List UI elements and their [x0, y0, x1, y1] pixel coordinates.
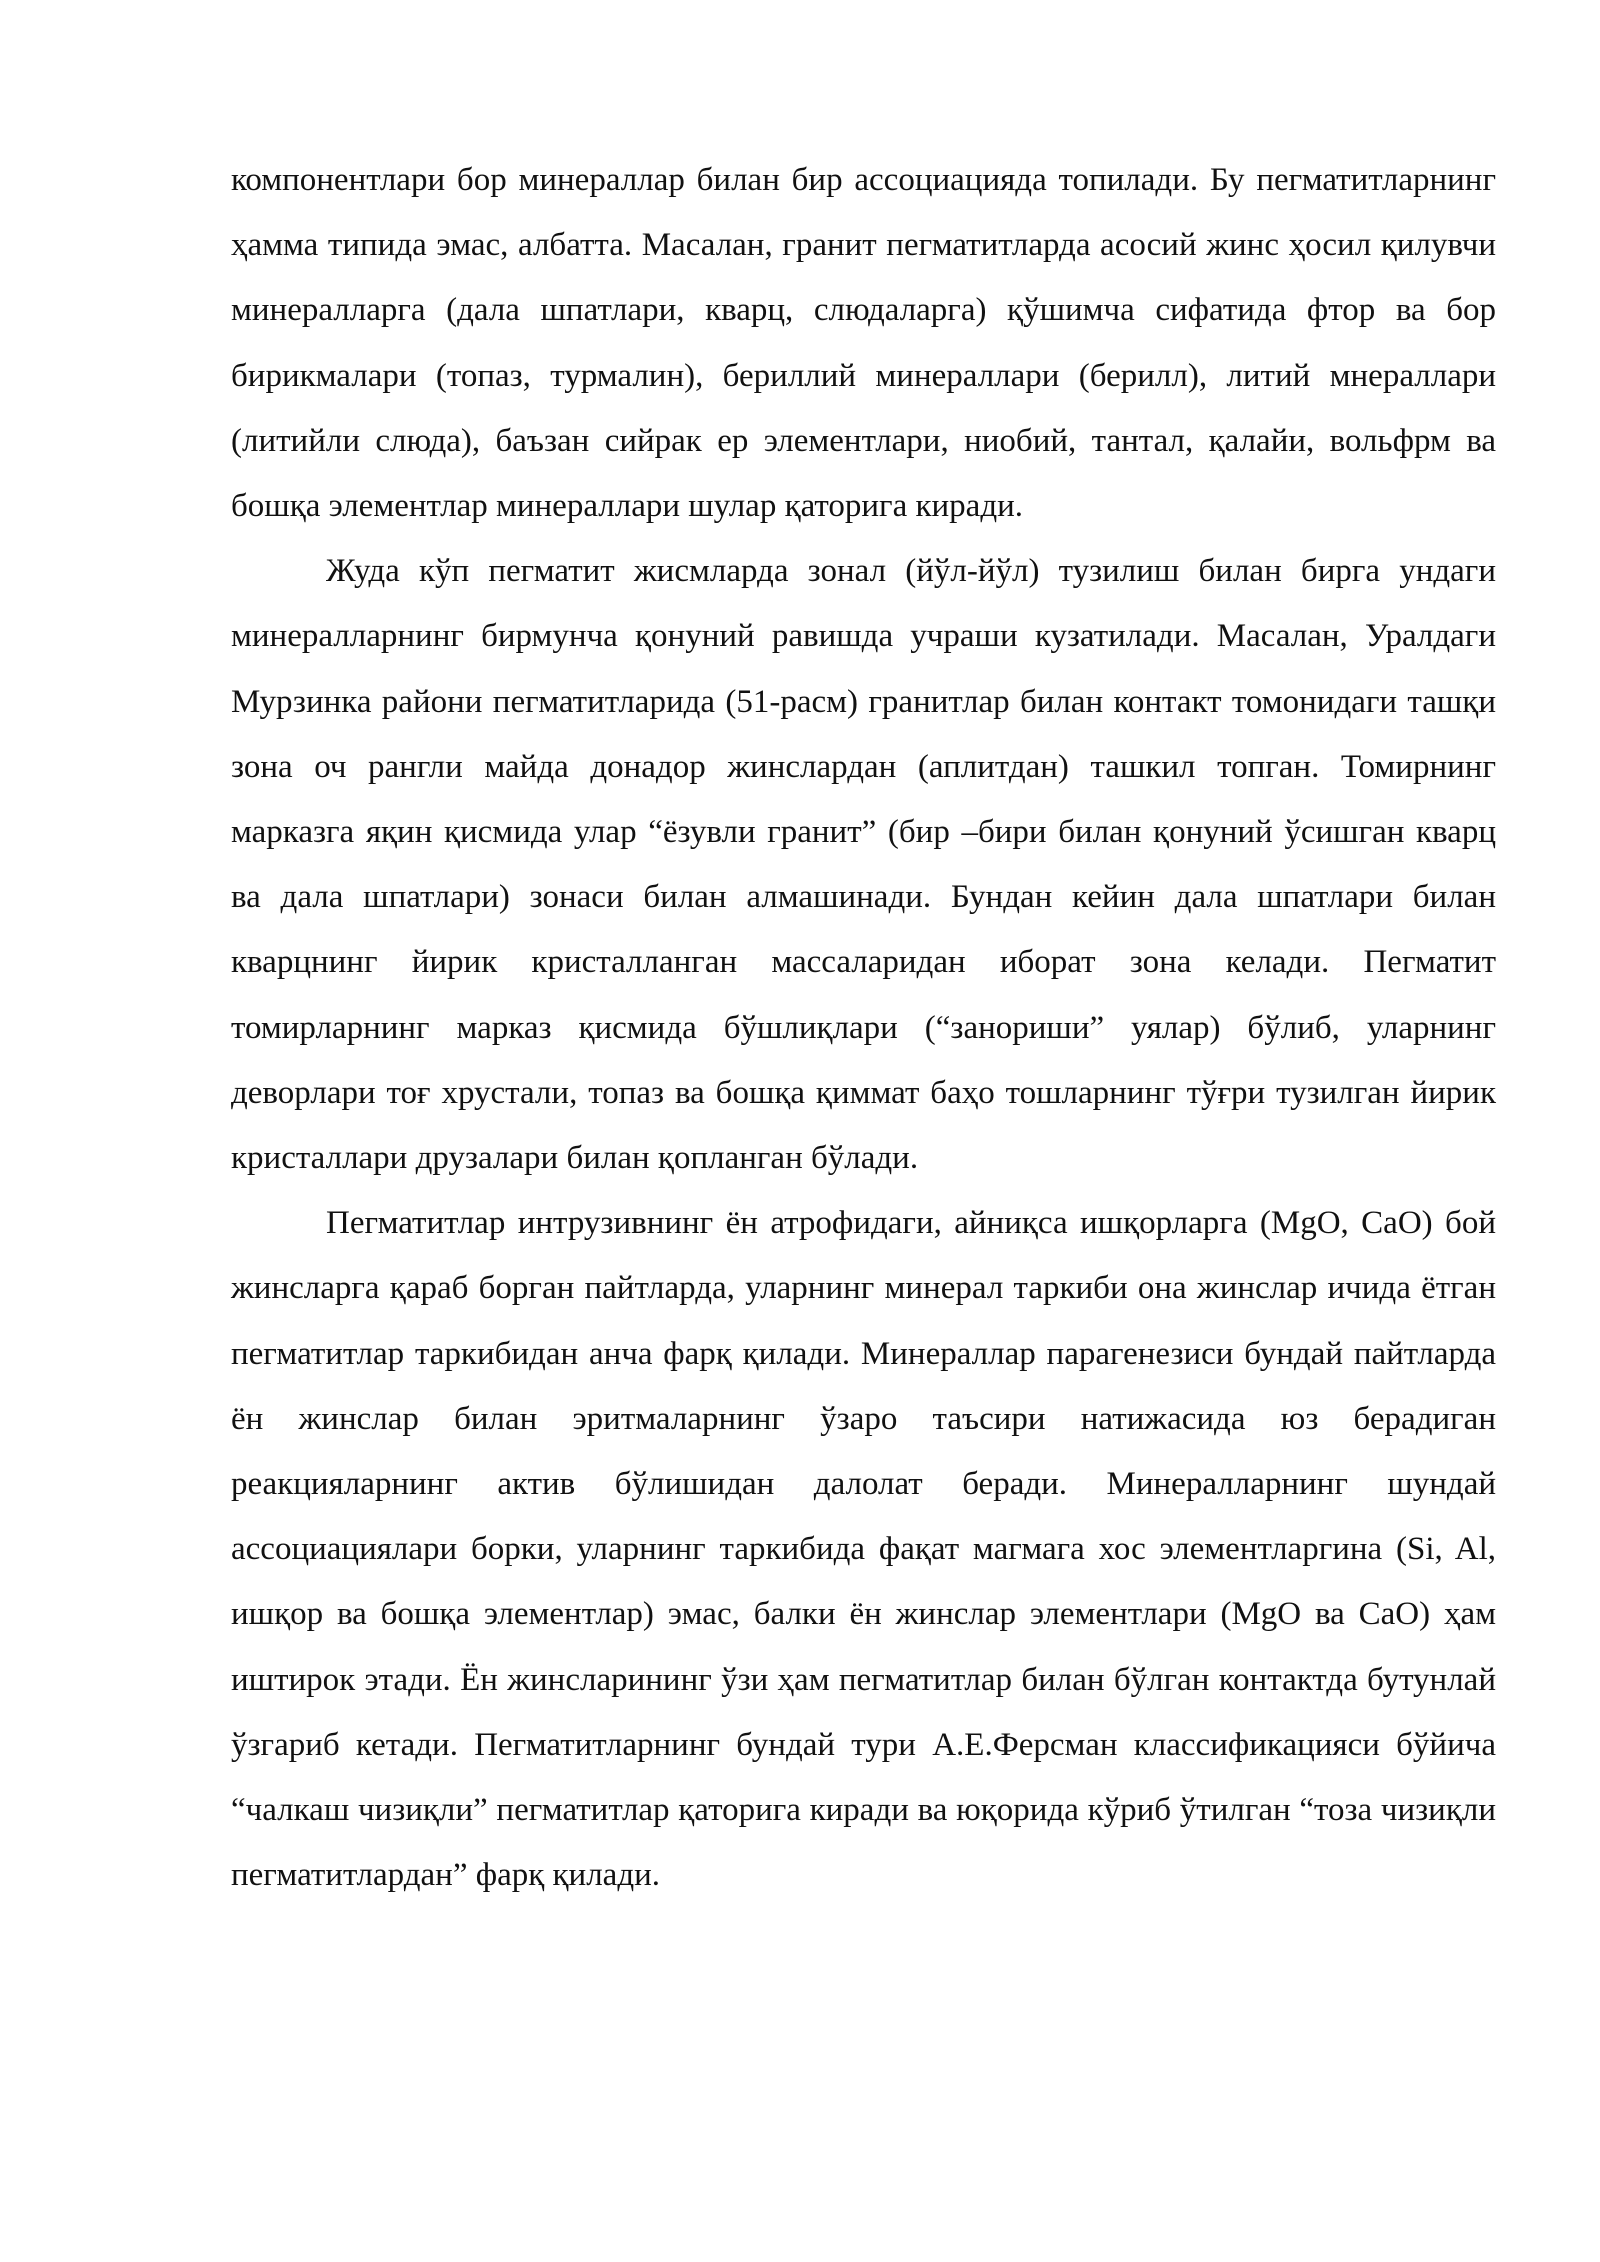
paragraph-zonal-structure: Жуда кўп пегматит жисмларда зонал (йўл-йўл) тузилиш билан бирга ундаги минералларнинг бирмунча қонуний равишда учраши кузатилади. Масалан, Уралдаги Мурзинка райони пегматитларида (51-расм) гранитлар билан контакт томонидаги ташқи зона оч рангли майда донадор жинслардан (аплитдан) ташкил топган. Томирнинг марказга яқин қисмида улар “ёзувли гранит” (бир –бири билан қонуний ўсишган кварц ва дала шпатлари) зонаси билан алмашинади. Бундан кейин дала шпатлари билан кварцнинг йирик кристалланган массаларидан иборат зона келади. Пегматит томирларнинг марказ қисмида бўшлиқлари (“занориши” уялар) бўлиб, уларнинг деворлари тоғ хрустали, топаз ва бошқа қиммат баҳо тошларнинг тўғри тузилган йирик кристаллари друзалари билан қопланган бўлади. [231, 553, 1496, 1177]
document-page [231, 148, 1496, 1908]
paragraph-hybrid-pegmatites: Пегматитлар интрузивнинг ён атрофидаги, айниқса ишқорларга (MgO, CaO) бой жинсларга қараб борган пайтларда, уларнинг минерал таркиби она жинслар ичида ётган пегматитлар таркибидан анча фарқ қилади. Минераллар парагенезиси бундай пайтларда ён жинслар билан эритмаларнинг ўзаро таъсири натижасида юз берадиган реакцияларнинг актив бўлишидан далолат беради. Минералларнинг шундай ассоциациялари борки, уларнинг таркибида фақат магмага хос элементларгина (Si, Al, ишқор ва бошқа элементлар) эмас, балки ён жинслар элементлари (MgO ва CaO) ҳам иштирок этади. Ён жинсларининг ўзи ҳам пегматитлар билан бўлган контактда бутунлай ўзгариб кетади. Пегматитларнинг бундай тури А.Е.Ферсман классификацияси бўйича “чалкаш чизиқли” пегматитлар қаторига киради ва юқорида кўриб ўтилган “тоза чизиқли пегматитлардан” фарқ қилади. [231, 1205, 1496, 1894]
paragraph-continuation: компонентлари бор минераллар билан бир ассоциацияда топилади. Бу пегматитларнинг ҳамма типида эмас, албатта. Масалан, гранит пегматитларда асосий жинс ҳосил қилувчи минералларга (дала шпатлари, кварц, слюдаларга) қўшимча сифатида фтор ва бор бирикмалари (топаз, турмалин), бериллий минераллари (берилл), литий мнераллари (литийли слюда), баъзан сийрак ер элементлари, ниобий, тантал, қалайи, вольфрм ва бошқа элементлар минераллари шулар қаторига киради. [231, 162, 1496, 525]
